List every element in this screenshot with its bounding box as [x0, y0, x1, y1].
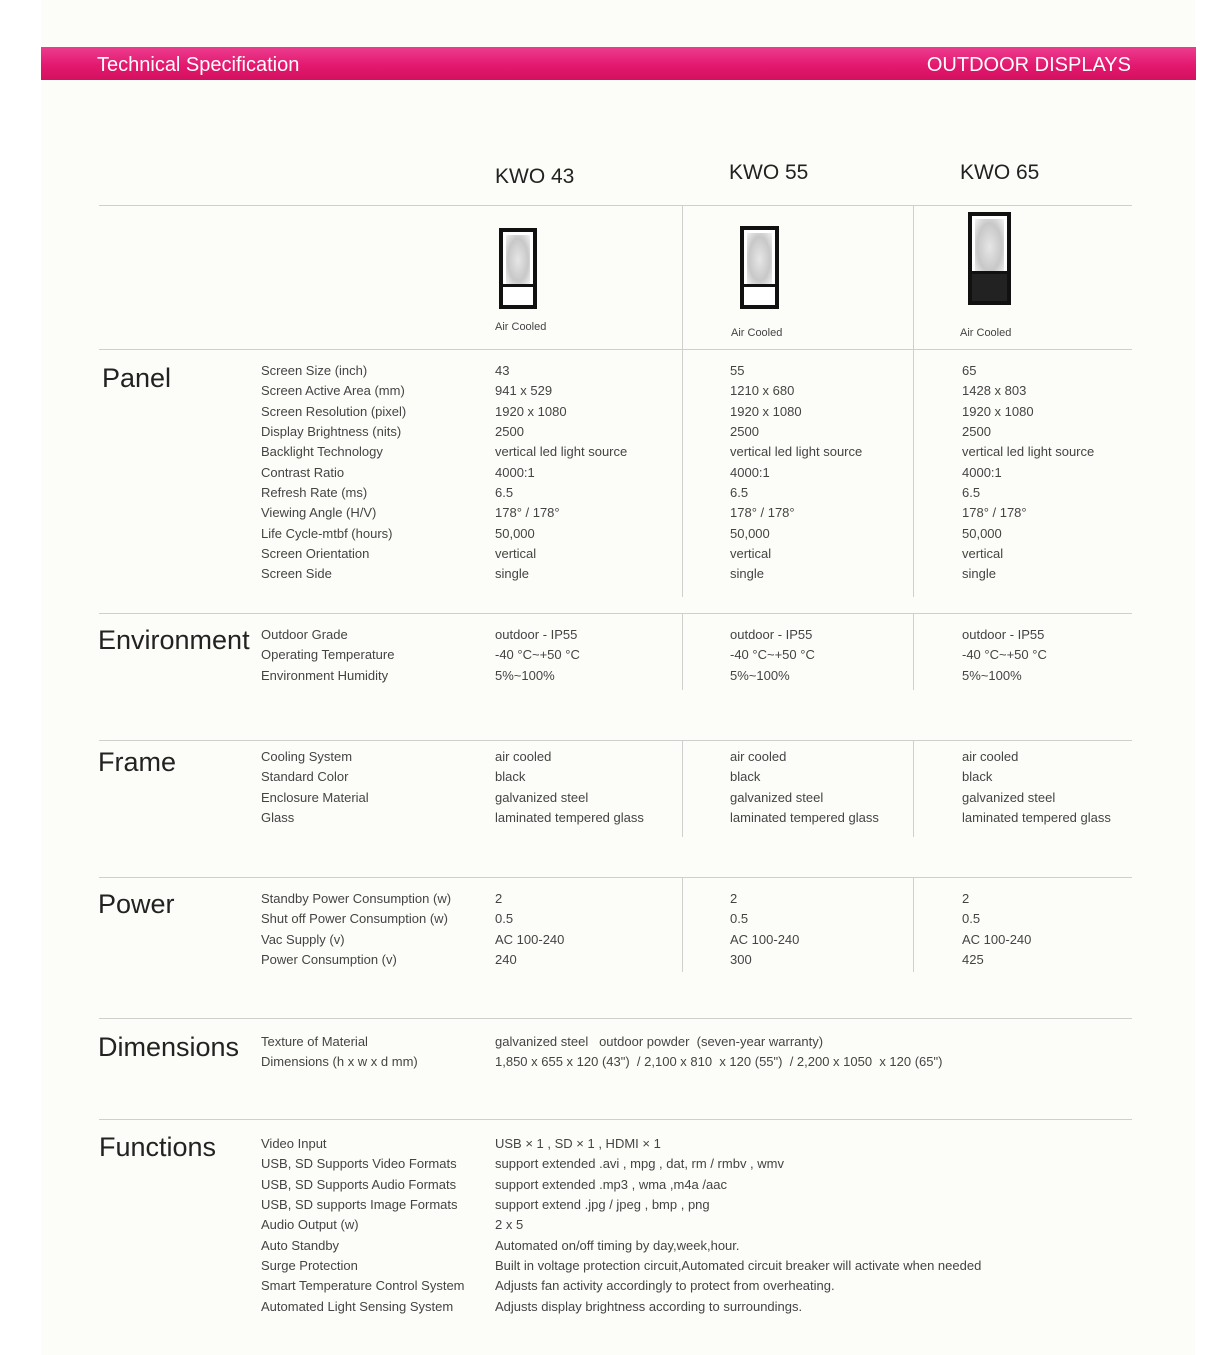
spec-label: Operating Temperature	[261, 647, 395, 663]
spec-value: black	[495, 769, 526, 785]
spec-label: Video Input	[261, 1136, 327, 1151]
spec-value: vertical	[962, 546, 1004, 562]
frame-values-kwo65	[962, 747, 1111, 828]
spec-value: 178° / 178°	[730, 505, 795, 521]
spec-label: Standard Color	[261, 769, 349, 785]
kiosk-kwo65-illustration	[968, 212, 1011, 305]
section-title-dimensions: Dimensions	[98, 1032, 240, 1062]
column-divider	[682, 205, 683, 597]
spec-value: 2 x 5	[495, 1217, 524, 1233]
model-name-kwo43: KWO 43	[495, 165, 575, 188]
spec-value: black	[962, 769, 993, 785]
spec-value: 2500	[495, 424, 524, 440]
section-title-panel: Panel	[102, 363, 172, 393]
spec-value: 1,850 x 655 x 120 (43") / 2,100 x 810 x 120 (55") / 2,200 x 1050 x 120 (65")	[495, 1054, 943, 1070]
spec-label: Auto Standby	[261, 1237, 340, 1253]
spec-value: Adjusts display brightness according to surroundings.	[495, 1298, 803, 1314]
power-values-kwo65	[962, 889, 1031, 970]
spec-value: air cooled	[730, 749, 787, 764]
spec-label: Surge Protection	[261, 1258, 358, 1274]
divider	[99, 613, 1132, 614]
spec-label: Life Cycle-mtbf (hours)	[261, 525, 393, 541]
spec-value: galvanized steel	[495, 789, 589, 805]
spec-value: laminated tempered glass	[495, 810, 644, 826]
spec-label: Screen Orientation	[261, 546, 370, 562]
panel-values-kwo55	[730, 361, 862, 585]
spec-value: 1210 x 680	[730, 383, 795, 399]
panel-values-kwo43	[495, 361, 627, 585]
divider	[99, 1119, 1132, 1120]
column-divider	[913, 877, 914, 972]
frame-values-kwo55	[730, 747, 879, 828]
spec-value: 0.5	[962, 911, 981, 927]
spec-value: 5%~100%	[730, 667, 790, 683]
spec-value: laminated tempered glass	[730, 810, 879, 826]
spec-value: 4000:1	[495, 464, 535, 480]
divider	[99, 349, 1132, 350]
spec-value: 1920 x 1080	[962, 403, 1034, 419]
spec-value: air cooled	[495, 749, 552, 764]
spec-label: Screen Size (inch)	[261, 363, 368, 378]
section-title-functions: Functions	[99, 1132, 217, 1162]
divider	[99, 205, 1132, 206]
spec-value: -40 °C~+50 °C	[962, 647, 1047, 663]
spec-value: single	[962, 566, 996, 582]
spec-label: Environment Humidity	[261, 667, 389, 683]
power-values-kwo55	[730, 889, 799, 970]
spec-value: 0.5	[495, 911, 514, 927]
spec-value: vertical led light source	[962, 444, 1095, 460]
kiosk-kwo55-illustration	[740, 226, 779, 309]
spec-value: 55	[730, 363, 745, 378]
spec-value: 65	[962, 363, 977, 378]
cooling-label-kwo55: Air Cooled	[731, 327, 783, 339]
spec-label: Refresh Rate (ms)	[261, 485, 368, 501]
power-labels	[261, 889, 451, 970]
spec-value: galvanized steel outdoor powder (seven-year warranty)	[495, 1034, 824, 1049]
spec-label: Display Brightness (nits)	[261, 424, 402, 440]
spec-value: 941 x 529	[495, 383, 553, 399]
frame-labels	[261, 747, 369, 828]
spec-value: vertical	[730, 546, 772, 562]
spec-value: 300	[730, 952, 752, 968]
spec-label: Glass	[261, 810, 295, 826]
functions-labels	[261, 1134, 465, 1317]
spec-label: Smart Temperature Control System	[261, 1278, 465, 1294]
panel-values-kwo65	[962, 361, 1094, 585]
header-category: OUTDOOR DISPLAYS	[926, 54, 1131, 76]
spec-value: 2	[495, 891, 503, 906]
spec-label: Power Consumption (v)	[261, 952, 397, 968]
spec-value: support extended .mp3 , wma ,m4a /aac	[495, 1176, 727, 1192]
spec-value: 6.5	[495, 485, 514, 501]
spec-label: Standby Power Consumption (w)	[261, 891, 452, 906]
frame-values-kwo43	[495, 747, 644, 828]
spec-value: AC 100-240	[730, 931, 800, 947]
spec-value: support extend .jpg / jpeg , bmp , png	[495, 1197, 710, 1213]
spec-value: 1920 x 1080	[495, 403, 567, 419]
panel-labels	[261, 361, 406, 585]
spec-value: AC 100-240	[495, 931, 565, 947]
spec-value: 6.5	[730, 485, 749, 501]
spec-value: 0.5	[730, 911, 749, 927]
environment-labels	[261, 625, 394, 686]
spec-value: 5%~100%	[495, 667, 555, 683]
spec-label: Outdoor Grade	[261, 627, 348, 642]
spec-value: 178° / 178°	[495, 505, 560, 521]
spec-label: USB, SD Supports Video Formats	[261, 1156, 457, 1172]
spec-value: 178° / 178°	[962, 505, 1027, 521]
spec-value: vertical led light source	[730, 444, 863, 460]
spec-value: Automated on/off timing by day,week,hour.	[495, 1237, 740, 1253]
spec-value: air cooled	[962, 749, 1019, 764]
spec-value: 2	[962, 891, 970, 906]
spec-value: AC 100-240	[962, 931, 1032, 947]
spec-label: Automated Light Sensing System	[261, 1298, 454, 1314]
column-divider	[913, 740, 914, 837]
section-title-environment: Environment	[98, 625, 250, 655]
spec-value: Built in voltage protection circuit,Automated circuit breaker will activate when needed	[495, 1258, 982, 1274]
spec-value: 50,000	[730, 525, 770, 541]
environment-values-kwo43	[495, 625, 580, 686]
power-values-kwo43	[495, 889, 564, 970]
spec-value: -40 °C~+50 °C	[495, 647, 580, 663]
model-name-kwo65: KWO 65	[960, 161, 1040, 184]
spec-label: Enclosure Material	[261, 789, 369, 805]
spec-value: 2	[730, 891, 738, 906]
spec-label: Screen Side	[261, 566, 332, 582]
spec-label: Viewing Angle (H/V)	[261, 505, 377, 521]
divider	[99, 877, 1132, 878]
dimensions-labels	[261, 1032, 418, 1073]
divider	[99, 740, 1132, 741]
spec-label: Dimensions (h x w x d mm)	[261, 1054, 418, 1070]
spec-value: vertical	[495, 546, 537, 562]
spec-label: Screen Resolution (pixel)	[261, 403, 407, 419]
cooling-label-kwo65: Air Cooled	[960, 327, 1012, 339]
spec-value: vertical led light source	[495, 444, 628, 460]
spec-label: USB, SD Supports Audio Formats	[261, 1176, 457, 1192]
spec-value: USB × 1 , SD × 1 , HDMI × 1	[495, 1136, 661, 1151]
spec-value: 1920 x 1080	[730, 403, 802, 419]
divider	[99, 1018, 1132, 1019]
spec-label: Backlight Technology	[261, 444, 383, 460]
spec-value: outdoor - IP55	[962, 627, 1045, 642]
spec-value: laminated tempered glass	[962, 810, 1111, 826]
model-name-kwo55: KWO 55	[729, 161, 809, 184]
spec-value: Adjusts fan activity accordingly to protect from overheating.	[495, 1278, 835, 1294]
dimensions-values	[495, 1032, 942, 1073]
environment-values-kwo55	[730, 625, 815, 686]
spec-value: outdoor - IP55	[495, 627, 578, 642]
spec-label: Cooling System	[261, 749, 353, 764]
kiosk-kwo43-illustration	[499, 228, 537, 309]
environment-values-kwo65	[962, 625, 1047, 686]
spec-value: 425	[962, 952, 984, 968]
spec-value: single	[495, 566, 529, 582]
spec-value: 50,000	[495, 525, 535, 541]
spec-value: 240	[495, 952, 517, 968]
column-divider	[913, 205, 914, 597]
column-divider	[913, 613, 914, 690]
spec-value: single	[730, 566, 764, 582]
spec-value: support extended .avi , mpg , dat, rm / rmbv , wmv	[495, 1156, 784, 1172]
header-title: Technical Specification	[97, 54, 300, 76]
spec-label: Audio Output (w)	[261, 1217, 359, 1233]
spec-value: 50,000	[962, 525, 1002, 541]
spec-label: USB, SD supports Image Formats	[261, 1197, 458, 1213]
spec-value: 2500	[730, 424, 759, 440]
column-divider	[682, 740, 683, 837]
spec-label: Vac Supply (v)	[261, 931, 345, 947]
header-banner	[41, 47, 1196, 80]
spec-value: 43	[495, 363, 510, 378]
spec-label: Contrast Ratio	[261, 464, 345, 480]
spec-value: galvanized steel	[730, 789, 824, 805]
spec-value: -40 °C~+50 °C	[730, 647, 815, 663]
spec-value: 4000:1	[730, 464, 770, 480]
cooling-label-kwo43: Air Cooled	[495, 321, 547, 333]
spec-value: 1428 x 803	[962, 383, 1027, 399]
column-divider	[682, 613, 683, 690]
functions-values	[495, 1134, 981, 1317]
spec-label: Shut off Power Consumption (w)	[261, 911, 448, 927]
spec-label: Texture of Material	[261, 1034, 368, 1049]
spec-value: galvanized steel	[962, 789, 1056, 805]
spec-value: outdoor - IP55	[730, 627, 813, 642]
spec-value: black	[730, 769, 761, 785]
spec-value: 4000:1	[962, 464, 1002, 480]
spec-value: 6.5	[962, 485, 981, 501]
section-title-power: Power	[98, 889, 175, 919]
column-divider	[682, 877, 683, 972]
spec-label: Screen Active Area (mm)	[261, 383, 405, 399]
spec-value: 5%~100%	[962, 667, 1022, 683]
spec-value: 2500	[962, 424, 991, 440]
section-title-frame: Frame	[98, 747, 177, 777]
